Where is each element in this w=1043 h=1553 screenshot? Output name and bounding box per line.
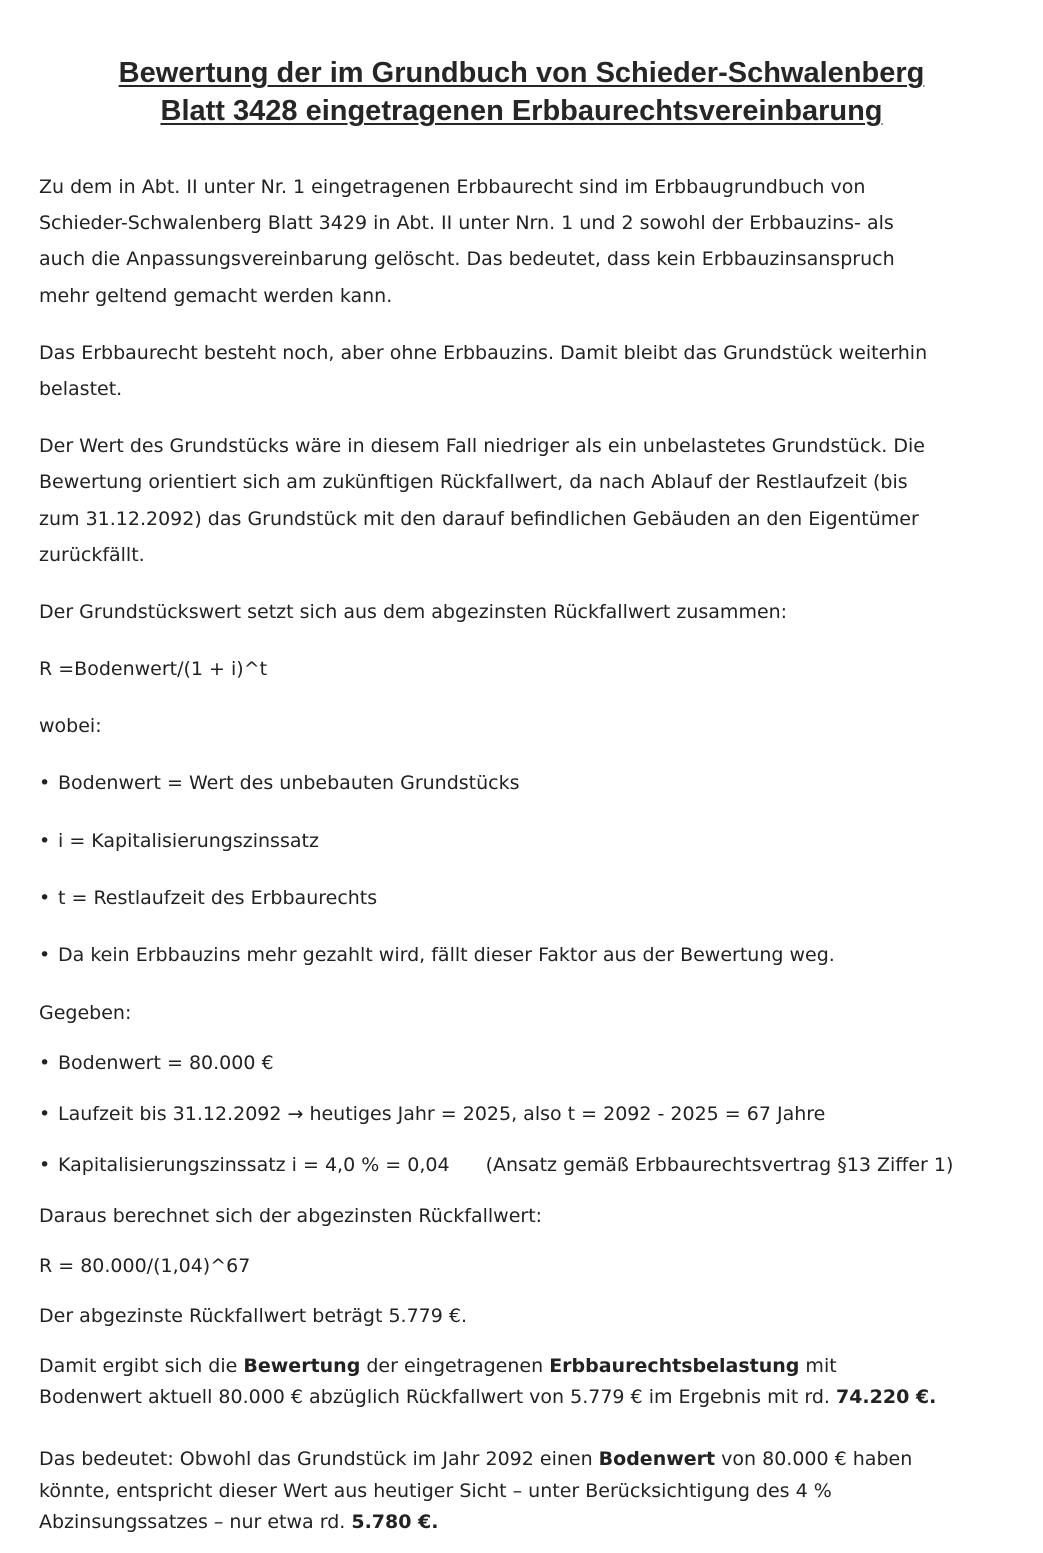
bold-bewertung: Bewertung <box>243 1355 361 1377</box>
definition-erbbauzins <box>39 943 835 967</box>
paragraph-1-line-4: mehr geltend gemacht werden kann. <box>39 285 393 307</box>
document-title-line-1: Bewertung der im Grundbuch von Schieder-Schwalenberg <box>118 57 925 89</box>
bullet-icon: • <box>39 944 51 966</box>
conclusion-line-1 <box>39 1354 837 1378</box>
text-span: von 80.000 € haben <box>715 1448 913 1470</box>
paragraph-1-line-2: Schieder-Schwalenberg Blatt 3429 in Abt. II unter Nrn. 1 und 2 sowohl der Erbbauzins- als <box>39 212 894 234</box>
paragraph-3-line-1: Der Wert des Grundstücks wäre in diesem Fall niedriger als ein unbelastetes Grundstück. Die <box>39 435 925 457</box>
bold-bodenwert: Bodenwert <box>598 1448 716 1470</box>
result-text: Der abgezinste Rückfallwert beträgt 5.779 €. <box>39 1305 468 1327</box>
given-zins-note: (Ansatz gemäß Erbbaurechtsvertrag §13 Ziffer 1) <box>485 1154 954 1176</box>
text-span: mit <box>799 1355 837 1377</box>
given-zinssatz <box>39 1153 953 1177</box>
final-line-2: könnte, entspricht dieser Wert aus heutiger Sicht – unter Berücksichtigung des 4 % <box>39 1480 832 1502</box>
paragraph-1-line-3: auch die Anpassungsvereinbarung gelöscht. Das bedeutet, dass kein Erbbauzinsanspruch <box>39 248 895 270</box>
definition-restlaufzeit <box>39 886 377 910</box>
definition-bodenwert <box>39 771 520 795</box>
paragraph-3-line-4: zurückfällt. <box>39 544 145 566</box>
bold-result-value: 74.220 €. <box>835 1386 937 1408</box>
definition-text: Da kein Erbbauzins mehr gezahlt wird, fällt dieser Faktor aus der Bewertung weg. <box>58 944 835 966</box>
text-span: Damit ergibt sich die <box>39 1355 244 1377</box>
wobei-label: wobei: <box>39 715 102 737</box>
bullet-icon: • <box>39 830 51 852</box>
final-line-1 <box>39 1447 912 1471</box>
document-title-line-2: Blatt 3428 eingetragenen Erbbaurechtsvereinbarung <box>160 95 883 127</box>
text-span: der eingetragenen <box>360 1355 550 1377</box>
text-span: Abzinsungssatzes – nur etwa rd. <box>39 1511 352 1533</box>
paragraph-2-line-2: belastet. <box>39 378 123 400</box>
definition-text: t = Restlaufzeit des Erbbaurechts <box>58 887 378 909</box>
daraus-text: Daraus berechnet sich der abgezinsten Rückfallwert: <box>39 1205 543 1227</box>
bullet-icon: • <box>39 1103 51 1125</box>
final-line-3 <box>39 1510 439 1534</box>
given-laufzeit <box>39 1102 825 1126</box>
bullet-icon: • <box>39 887 51 909</box>
text-span: Bodenwert aktuell 80.000 € abzüglich Rückfallwert von 5.779 € im Ergebnis mit rd. <box>39 1386 836 1408</box>
bullet-icon: • <box>39 1052 51 1074</box>
bold-erbbaurechtsbelastung: Erbbaurechtsbelastung <box>549 1355 800 1377</box>
definition-zinssatz <box>39 829 319 853</box>
text-span: Das bedeutet: Obwohl das Grundstück im Jahr 2092 einen <box>39 1448 599 1470</box>
given-text: Kapitalisierungszinssatz i = 4,0 % = 0,04 <box>58 1154 450 1176</box>
definition-text: i = Kapitalisierungszinssatz <box>58 830 319 852</box>
definition-text: Bodenwert = Wert des unbebauten Grundstücks <box>58 772 520 794</box>
given-text: Laufzeit bis 31.12.2092 → heutiges Jahr = 2025, also t = 2092 - 2025 = 67 Jahre <box>58 1103 826 1125</box>
bullet-icon: • <box>39 772 51 794</box>
bullet-icon: • <box>39 1154 51 1176</box>
paragraph-4: Der Grundstückswert setzt sich aus dem abgezinsten Rückfallwert zusammen: <box>39 601 788 623</box>
paragraph-1-line-1: Zu dem in Abt. II unter Nr. 1 eingetragenen Erbbaurecht sind im Erbbaugrundbuch von <box>39 176 866 198</box>
paragraph-3-line-3: zum 31.12.2092) das Grundstück mit den darauf befindlichen Gebäuden an den Eigentümer <box>39 508 919 530</box>
formula: R =Bodenwert/(1 + i)^t <box>39 658 268 680</box>
conclusion-line-2 <box>39 1385 936 1409</box>
paragraph-2-line-1: Das Erbbaurecht besteht noch, aber ohne Erbbauzins. Damit bleibt das Grundstück weiterhin <box>39 342 928 364</box>
given-bodenwert <box>39 1051 274 1075</box>
gegeben-label: Gegeben: <box>39 1002 132 1024</box>
given-text: Bodenwert = 80.000 € <box>58 1052 274 1074</box>
calculation: R = 80.000/(1,04)^67 <box>39 1255 251 1277</box>
paragraph-3-line-2: Bewertung orientiert sich am zukünftigen Rückfallwert, da nach Ablauf der Restlaufzeit (bis <box>39 471 908 493</box>
bold-final-value: 5.780 €. <box>351 1511 439 1533</box>
